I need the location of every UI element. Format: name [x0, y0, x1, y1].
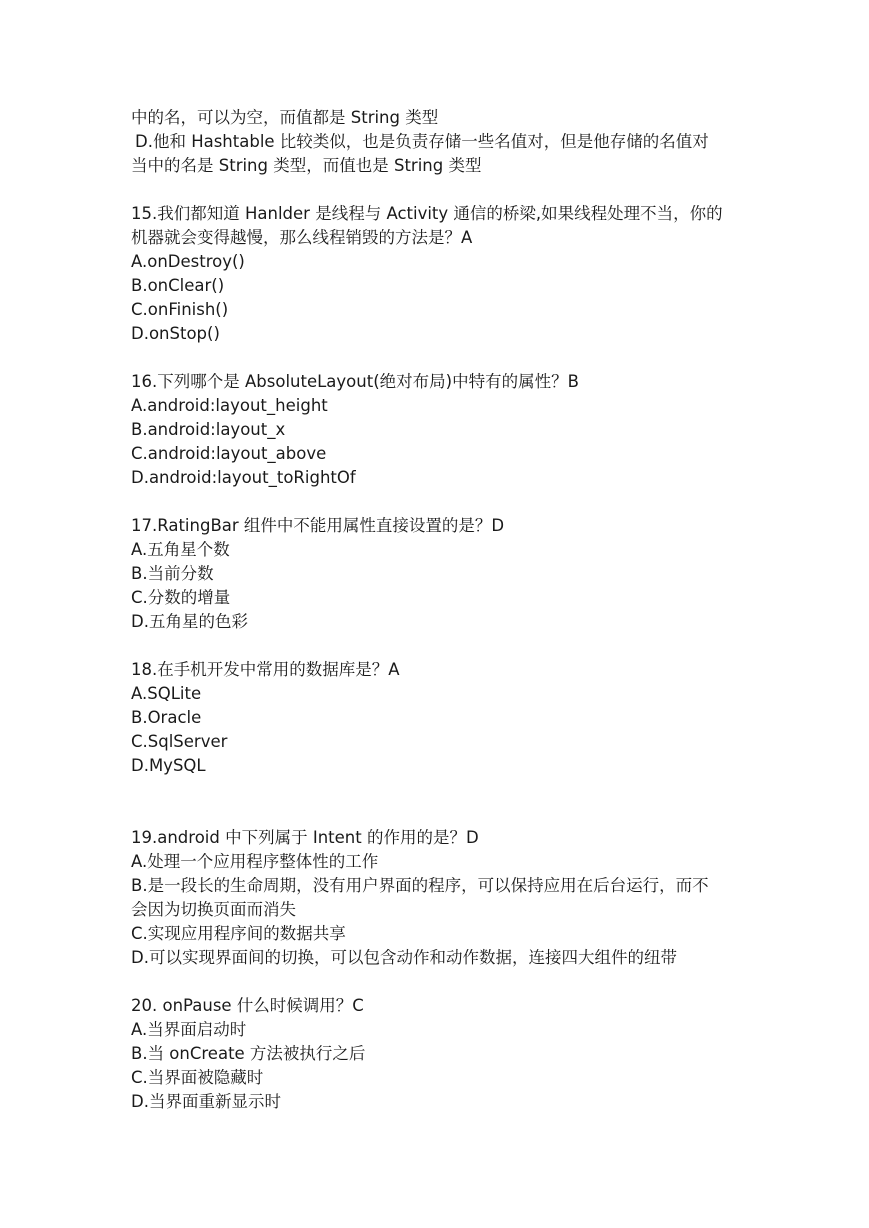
option-a: A.五角星个数 — [131, 540, 230, 559]
option-b: B.当前分数 — [131, 564, 214, 583]
option-c: C.onFinish() — [131, 300, 229, 319]
option-d: D.可以实现界面间的切换，可以包含动作和动作数据，连接四大组件的纽带 — [131, 948, 677, 967]
option-c: C.SqlServer — [131, 732, 228, 751]
option-a: A.onDestroy() — [131, 252, 245, 271]
question-stem: 17.RatingBar 组件中不能用属性直接设置的是？D — [131, 516, 505, 535]
question-stem: 机器就会变得越慢，那么线程销毁的方法是？A — [131, 228, 473, 247]
option-b: B.Oracle — [131, 708, 202, 727]
option-b: B.android:layout_x — [131, 420, 286, 439]
option-a: A.处理一个应用程序整体性的工作 — [131, 852, 379, 871]
document-page — [131, 106, 751, 1114]
option-b: B.onClear() — [131, 276, 225, 295]
question-16 — [131, 370, 751, 490]
question-15 — [131, 202, 751, 346]
intro-line: D.他和 Hashtable 比较类似，也是负责存储一些名值对，但是他存储的名值对 — [135, 132, 709, 151]
option-d: D.当界面重新显示时 — [131, 1092, 281, 1111]
question-stem: 18.在手机开发中常用的数据库是？A — [131, 660, 400, 679]
option-d: D.onStop() — [131, 324, 220, 343]
option-c: C.实现应用程序间的数据共享 — [131, 924, 346, 943]
intro-line: 中的名，可以为空，而值都是 String 类型 — [131, 108, 439, 127]
question-stem: 16.下列哪个是 AbsoluteLayout(绝对布局)中特有的属性？B — [131, 372, 579, 391]
option-a: A.当界面启动时 — [131, 1020, 247, 1039]
option-a: A.SQLite — [131, 684, 202, 703]
option-d: D.android:layout_toRightOf — [131, 468, 356, 487]
question-19 — [131, 826, 751, 970]
option-b: B.当 onCreate 方法被执行之后 — [131, 1044, 366, 1063]
intro-line: 当中的名是 String 类型，而值也是 String 类型 — [131, 156, 482, 175]
question-stem: 15.我们都知道 Hanlder 是线程与 Activity 通信的桥梁,如果线程处理不当，你的 — [131, 204, 723, 223]
option-b: B.是一段长的生命周期，没有用户界面的程序，可以保持应用在后台运行，而不 — [131, 876, 709, 895]
question-20 — [131, 994, 751, 1114]
option-c: C.分数的增量 — [131, 588, 231, 607]
option-c: C.当界面被隐藏时 — [131, 1068, 264, 1087]
option-d: D.五角星的色彩 — [131, 612, 248, 631]
question-stem: 19.android 中下列属于 Intent 的作用的是？D — [131, 828, 479, 847]
question-stem: 20. onPause 什么时候调用？C — [131, 996, 364, 1015]
option-a: A.android:layout_height — [131, 396, 328, 415]
question-18 — [131, 658, 751, 778]
option-d: D.MySQL — [131, 756, 206, 775]
intro-block — [131, 106, 751, 178]
option-c: C.android:layout_above — [131, 444, 327, 463]
question-17 — [131, 514, 751, 634]
option-b-continued: 会因为切换页面而消失 — [131, 900, 296, 919]
